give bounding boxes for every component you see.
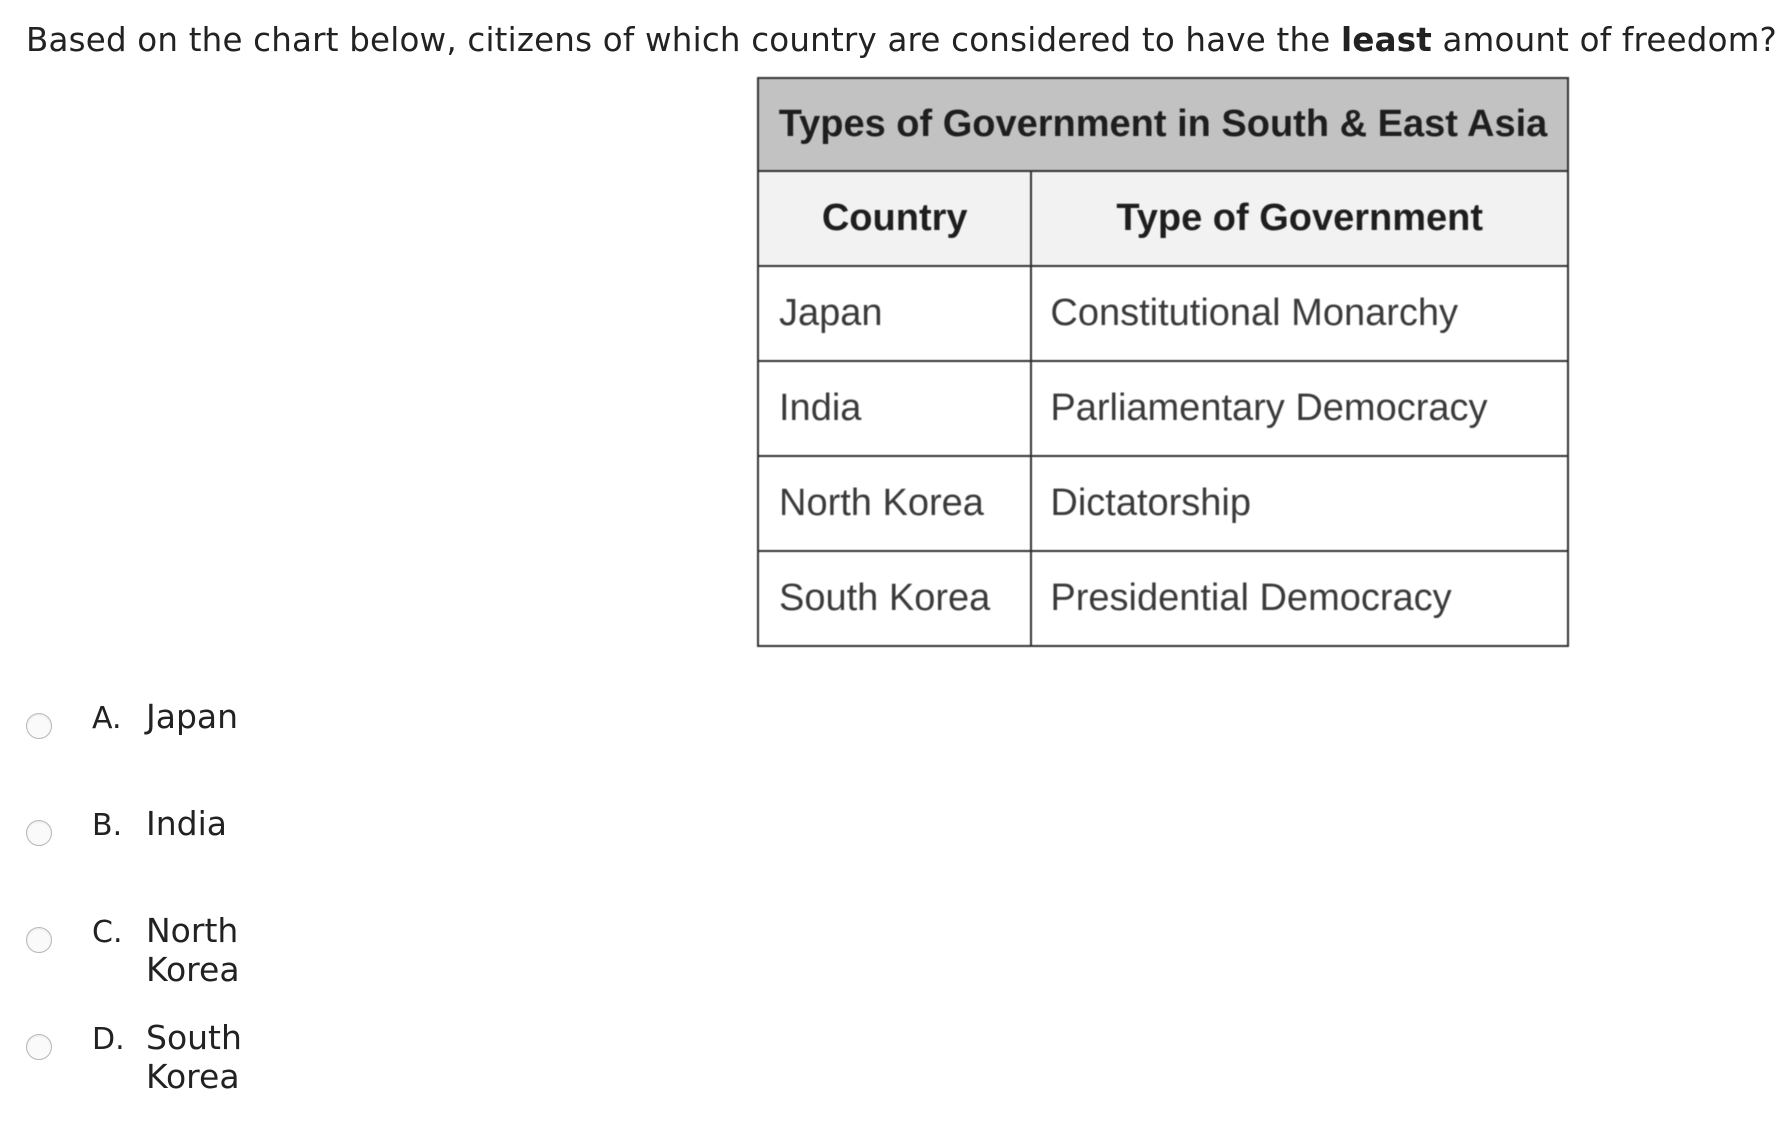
country-cell: South Korea xyxy=(758,551,1031,646)
question-prefix: Based on the chart below, citizens of which country are considered to have the xyxy=(26,21,1341,59)
government-cell: Presidential Democracy xyxy=(1031,551,1568,646)
radio-button-a[interactable] xyxy=(26,713,52,739)
table-row xyxy=(758,361,1568,456)
table-header-row xyxy=(758,171,1568,266)
radio-button-c[interactable] xyxy=(26,927,52,953)
radio-button-d[interactable] xyxy=(26,1034,52,1060)
government-cell: Dictatorship xyxy=(1031,456,1568,551)
table-title-row xyxy=(758,78,1568,171)
answer-option-c[interactable] xyxy=(26,907,240,1014)
government-table xyxy=(757,77,1569,647)
option-label[interactable]: Japan xyxy=(146,697,239,736)
question-text xyxy=(26,18,1777,62)
question-emphasis: least xyxy=(1340,21,1432,59)
country-cell: North Korea xyxy=(758,456,1031,551)
answer-option-b[interactable] xyxy=(26,800,227,907)
option-label[interactable]: North Korea xyxy=(146,911,240,989)
header-country: Country xyxy=(758,171,1031,266)
table-title: Types of Government in South & East Asia xyxy=(758,78,1568,171)
table-row xyxy=(758,551,1568,646)
country-cell: India xyxy=(758,361,1031,456)
answer-option-d[interactable] xyxy=(26,1014,242,1121)
answer-options xyxy=(26,693,242,1121)
country-cell: Japan xyxy=(758,266,1031,361)
answer-option-a[interactable] xyxy=(26,693,239,800)
government-cell: Parliamentary Democracy xyxy=(1031,361,1568,456)
option-letter: C. xyxy=(92,915,123,950)
table-row xyxy=(758,266,1568,361)
question-suffix: amount of freedom? xyxy=(1431,21,1778,59)
option-label[interactable]: South Korea xyxy=(146,1018,242,1096)
option-letter: B. xyxy=(92,808,123,843)
table-row xyxy=(758,456,1568,551)
option-letter: D. xyxy=(92,1022,125,1057)
option-label[interactable]: India xyxy=(146,804,227,843)
header-type-of-government: Type of Government xyxy=(1031,171,1568,266)
government-cell: Constitutional Monarchy xyxy=(1031,266,1568,361)
radio-button-b[interactable] xyxy=(26,820,52,846)
option-letter: A. xyxy=(92,701,122,736)
